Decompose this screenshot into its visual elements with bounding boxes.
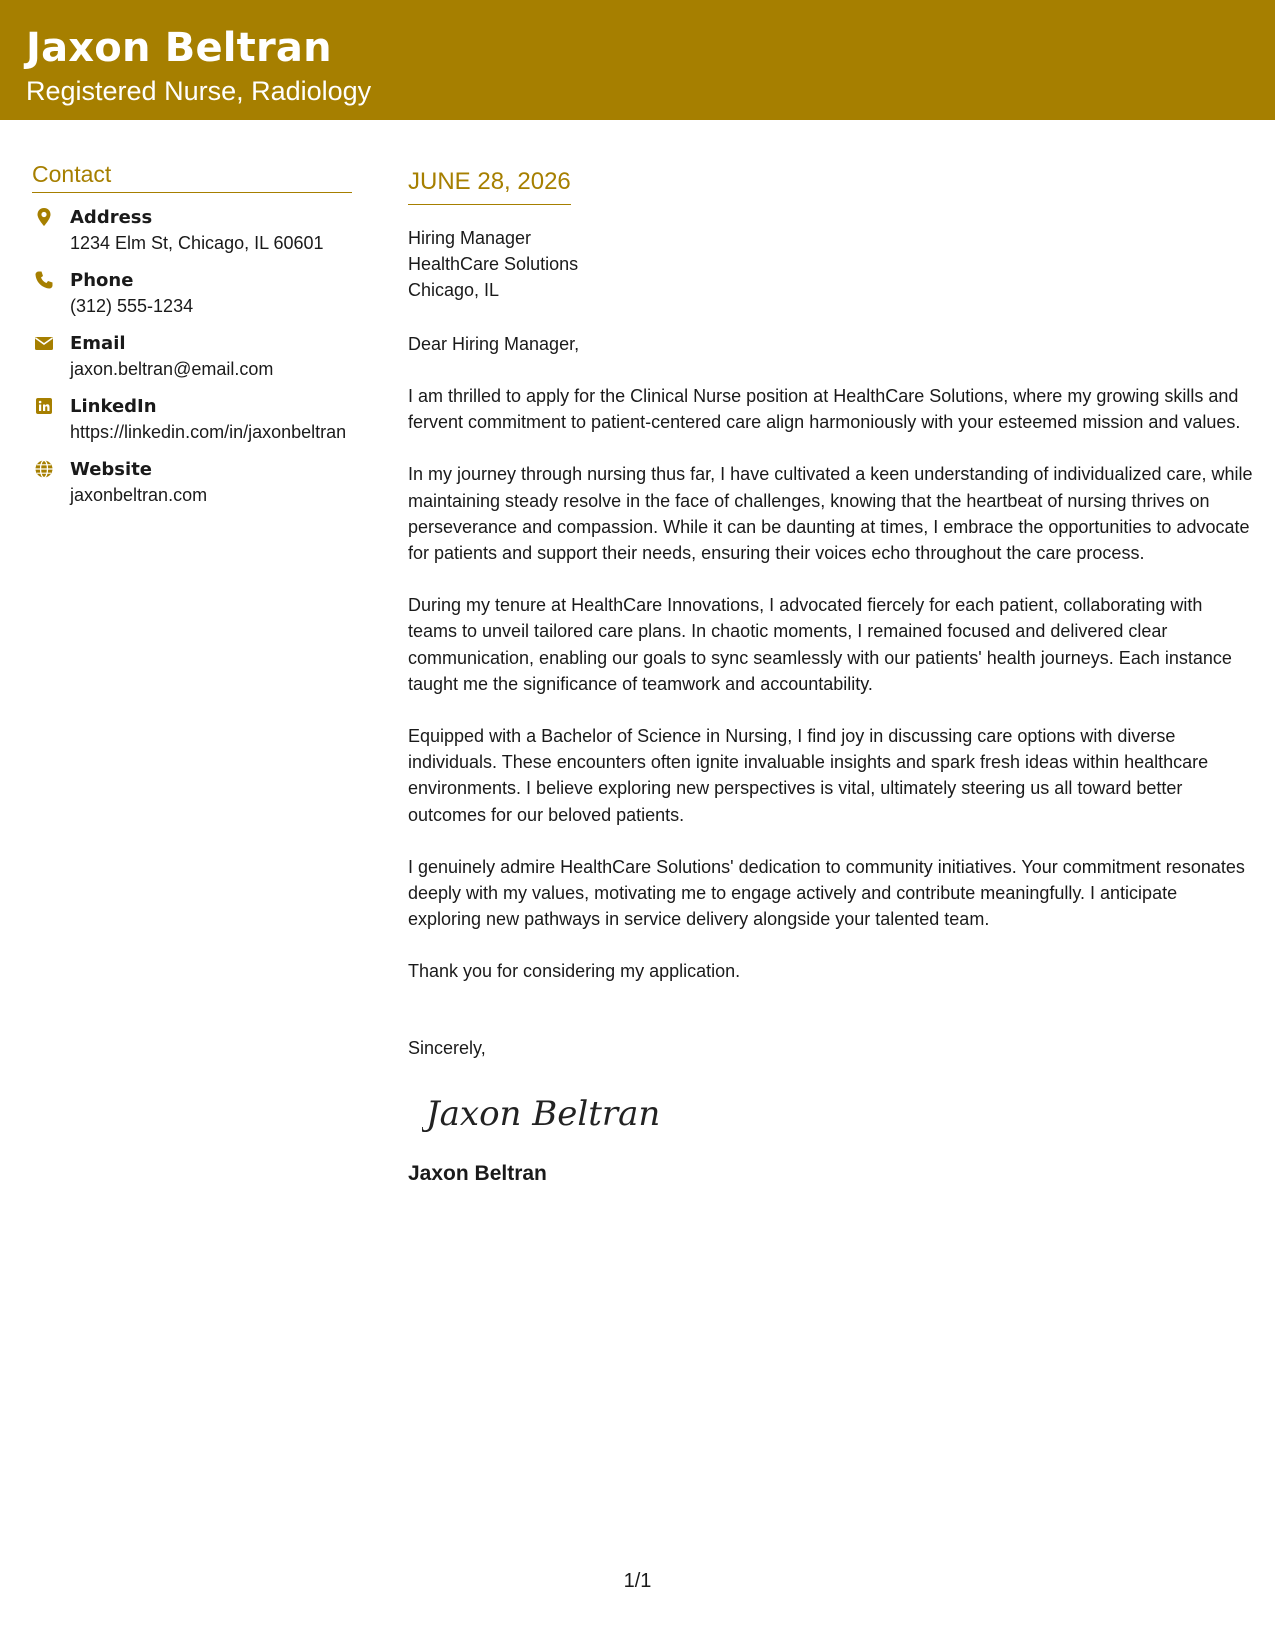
contact-item-email [32, 331, 352, 382]
signed-name: Jaxon Beltran [408, 1161, 547, 1185]
contact-item-website [32, 457, 352, 508]
letter-body [408, 166, 1253, 1188]
applicant-name: Jaxon Beltran [26, 25, 332, 71]
contact-label: Email [70, 333, 126, 354]
greeting: Dear Hiring Manager, [408, 334, 580, 354]
letter-paragraph: I genuinely admire HealthCare Solutions' dedication to community initiatives. Your commitment resonates deeply with my values, motivating me to engage actively and contribute meaningfully. I anticipate exploring new pathways in service delivery alongside your talented team. [408, 856, 1245, 930]
page-number: 1/1 [623, 1570, 652, 1592]
signature-text: Jaxon Beltran [426, 1093, 661, 1134]
contact-label: Website [70, 459, 153, 480]
letter-paragraph: In my journey through nursing thus far, I have cultivated a keen understanding of individualized care, while maintaining steady resolve in the face of challenges, knowing that the heartbeat of nursing thrives on perseverance and compassion. While it can be daunting at times, I embrace the opportunities to advocate for patients and support their needs, ensuring their voices echo throughout the care process. [408, 464, 1253, 564]
recipient-line: Hiring Manager [408, 228, 532, 248]
applicant-title: Registered Nurse, Radiology [26, 76, 372, 106]
letter-paragraph: I am thrilled to apply for the Clinical Nurse position at HealthCare Solutions, where my growing skills and fervent commitment to patient-centered care align harmoniously with your esteemed mission and values. [408, 386, 1241, 433]
letter-paragraph: Thank you for considering my application. [408, 961, 741, 982]
contact-list [32, 205, 352, 508]
contact-value: https://linkedin.com/in/jaxonbeltran [70, 422, 347, 442]
recipient-line: HealthCare Solutions [408, 254, 579, 274]
contact-label: Phone [70, 270, 134, 291]
contact-item-linkedin [32, 394, 352, 445]
letter-paragraph: During my tenure at HealthCare Innovations, I advocated fiercely for each patient, collaborating with teams to unveil tailored care plans. In chaotic moments, I remained focused and delivered clear communication, enabling our goals to sync seamlessly with our patients' health journeys. Each instance taught me the significance of teamwork and accountability. [408, 595, 1232, 694]
closing: Sincerely, [408, 1037, 486, 1058]
map-pin-icon [34, 207, 54, 227]
contact-item-phone [32, 268, 352, 319]
contact-item-address [32, 205, 352, 256]
contact-value: jaxonbeltran.com [70, 485, 208, 505]
letter-paragraph: Equipped with a Bachelor of Science in Nursing, I find joy in discussing care options with diverse individuals. These encounters often ignite invaluable insights and spark fresh ideas within healthcare environments. I believe exploring new perspectives is vital, ultimately steering us all toward better outcomes for our beloved patients. [408, 726, 1209, 825]
envelope-icon [34, 333, 54, 353]
linkedin-icon [34, 396, 54, 416]
signature-image [422, 1083, 662, 1143]
contact-label: Address [70, 207, 153, 228]
recipient-line: Chicago, IL [408, 280, 500, 300]
contact-label: LinkedIn [70, 396, 157, 417]
contact-value: (312) 555-1234 [70, 296, 194, 316]
contact-sidebar [32, 160, 352, 520]
contact-value: jaxon.beltran@email.com [70, 359, 274, 379]
header-banner [0, 0, 1275, 120]
contact-heading: Contact [32, 160, 352, 193]
phone-icon [34, 270, 54, 290]
letter-date: JUNE 28, 2026 [408, 166, 571, 205]
contact-value: 1234 Elm St, Chicago, IL 60601 [70, 233, 324, 253]
recipient-block [408, 225, 1253, 303]
globe-icon [34, 459, 54, 479]
